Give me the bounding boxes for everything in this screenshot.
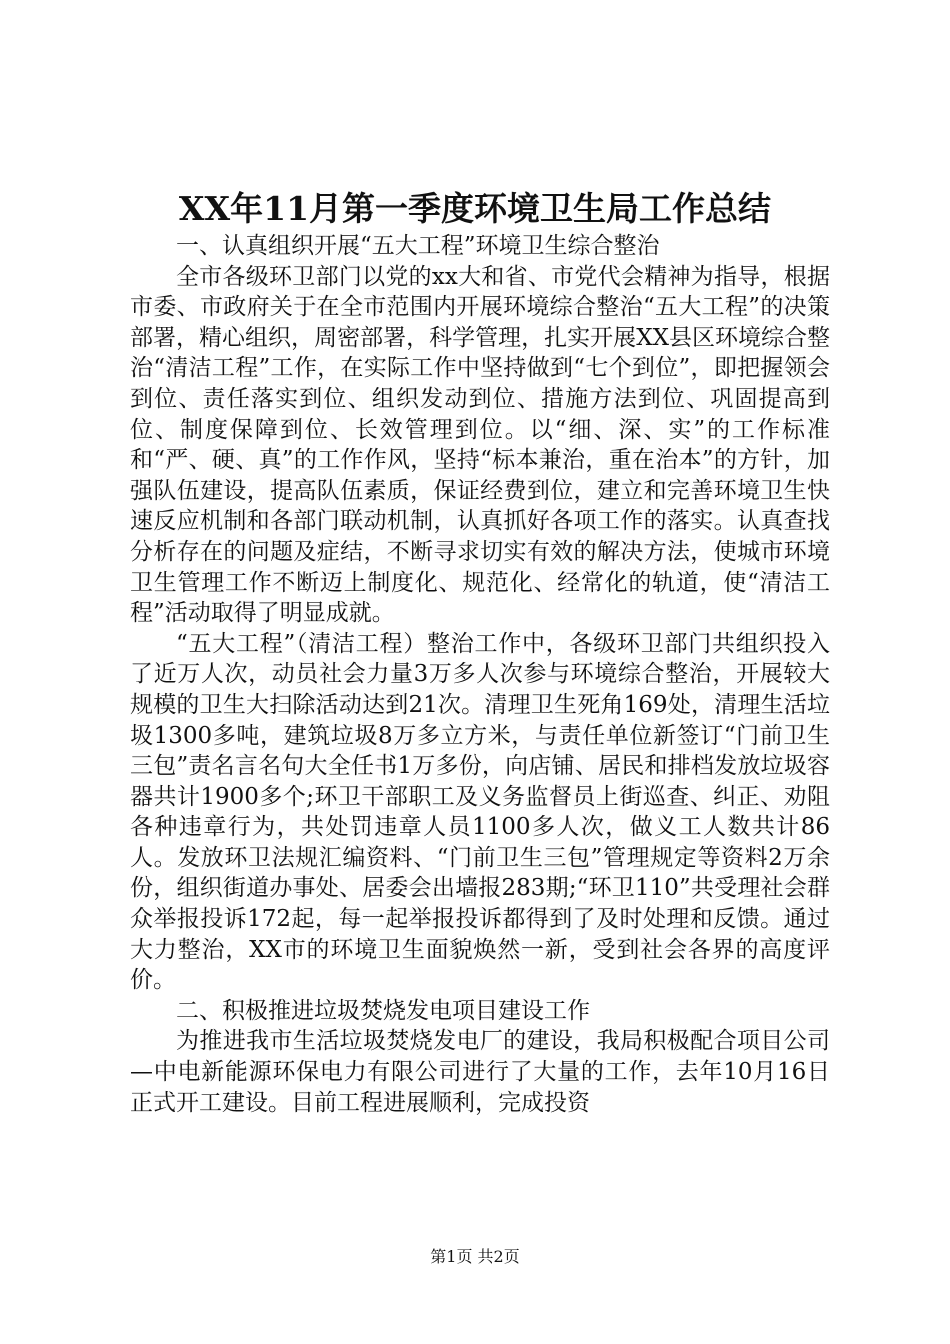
document-body (130, 231, 830, 1118)
section-1-paragraph-1: 全市各级环卫部门以党的xx大和省、市党代会精神为指导，根据市委、市政府关于在全市范围内开展环境综合整治“五大工程”的决策部署，精心组织，周密部署，科学管理，扎实开展XX县区环境综合整治“清洁工程”工作，在实际工作中坚持做到“七个到位”，即把握领会到位、责任落实到位、组织发动到位、措施方法到位、巩固提高到位、制度保障到位、长效管理到位。以“细、深、实”的工作标准和“严、硬、真”的工作作风，坚持“标本兼治，重在治本”的方针，加强队伍建设，提高队伍素质，保证经费到位，建立和完善环境卫生快速反应机制和各部门联动机制，认真抓好各项工作的落实。认真查找分析存在的问题及症结，不断寻求切实有效的解决方法，使城市环境卫生管理工作不断迈上制度化、规范化、经常化的轨道，使“清洁工程”活动取得了明显成就。 (130, 263, 830, 627)
page-footer: 第1页 共2页 (430, 1247, 520, 1266)
document-title: XX年11月第一季度环境卫生局工作总结 (178, 189, 772, 228)
section-1-paragraph-2: “五大工程”（清洁工程）整治工作中，各级环卫部门共组织投入了近万人次，动员社会力量3万多人次参与环境综合整治，开展较大规模的卫生大扫除活动达到21次。清理卫生死角169处，清理生活垃圾1300多吨，建筑垃圾8万多立方米，与责任单位新签订“门前卫生三包”责名言名句大全任书1万多份，向店铺、居民和排档发放垃圾容器共计1900多个;环卫干部职工及义务监督员上街巡查、纠正、劝阻各种违章行为，共处罚违章人员1100多人次，做义工人数共计86人。发放环卫法规汇编资料、“门前卫生三包”管理规定等资料2万余份，组织街道办事处、居委会出墙报283期;“环卫110”共受理社会群众举报投诉172起，每一起举报投诉都得到了及时处理和反馈。通过大力整治，XX市的环境卫生面貌焕然一新，受到社会各界的高度评价。 (130, 630, 830, 994)
section-heading-2: 二、积极推进垃圾焚烧发电项目建设工作 (176, 997, 590, 1024)
section-heading-1: 一、认真组织开展“五大工程”环境卫生综合整治 (176, 233, 660, 259)
section-2-paragraph-1: 为推进我市生活垃圾焚烧发电厂的建设，我局积极配合项目公司—中电新能源环保电力有限公司进行了大量的工作，去年10月16日正式开工建设。目前工程进展顺利，完成投资 (130, 1028, 830, 1116)
